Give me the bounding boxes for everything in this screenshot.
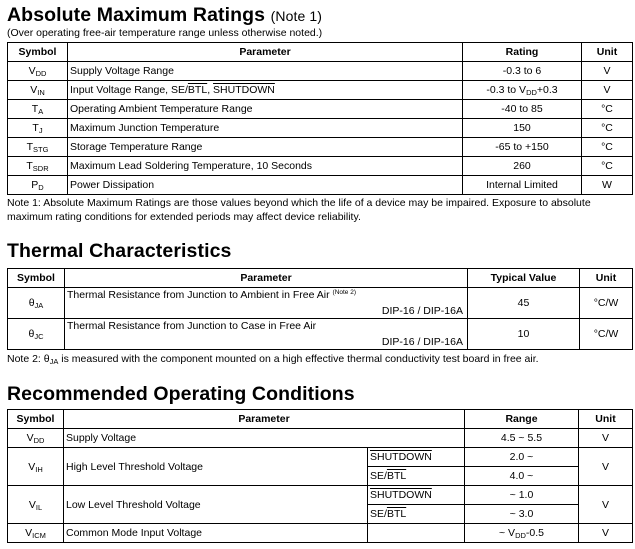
condition-cell — [368, 467, 465, 486]
symbol-letter: V — [30, 84, 38, 96]
col-header-symbol: Symbol — [8, 43, 68, 62]
thermal-header-row — [8, 269, 633, 288]
col-header-parameter: Parameter — [68, 43, 463, 62]
col-header-range: Range — [465, 410, 579, 429]
rating-cell — [463, 81, 582, 100]
package-label: DIP-16 / DIP-16A — [381, 336, 463, 348]
abs-max-table — [7, 42, 633, 195]
condition-cell — [368, 448, 465, 467]
parameter-cell — [65, 288, 468, 319]
range-subscript: DD — [515, 531, 526, 540]
parameter-text: Input Voltage Range, SE/ — [70, 84, 188, 96]
symbol-subscript: IH — [35, 464, 43, 474]
symbol-subscript: SDR — [32, 164, 49, 173]
table-row — [8, 81, 633, 100]
parameter-separator: , — [207, 84, 214, 96]
rating-cell: -65 to +150 — [463, 138, 582, 157]
rating-text: -0.3 to V — [486, 84, 527, 96]
symbol-cell — [8, 157, 68, 176]
thermal-table — [7, 268, 633, 350]
symbol-cell — [8, 319, 65, 350]
table-row — [8, 62, 633, 81]
symbol-subscript: DD — [33, 436, 45, 445]
symbol-cell — [8, 448, 64, 486]
value-cell: 45 — [468, 288, 580, 319]
abs-max-title — [7, 4, 322, 27]
parameter-cell: Storage Temperature Range — [68, 138, 463, 157]
col-header-rating: Rating — [463, 43, 582, 62]
symbol-subscript: JA — [34, 301, 44, 310]
package-label: DIP-16 / DIP-16A — [381, 305, 463, 317]
table-row — [8, 319, 633, 350]
col-header-parameter: Parameter — [64, 410, 465, 429]
note-subscript: JA — [49, 357, 59, 366]
unit-cell: V — [582, 62, 633, 81]
note-text: is measured with the component mounted on a high effective thermal conductivity test board in free air. — [58, 353, 539, 365]
table-row — [8, 448, 633, 467]
symbol-cell — [8, 62, 68, 81]
overline-text: $\overline{BTL}$ — [386, 508, 407, 520]
parameter-cell: Operating Ambient Temperature Range — [68, 100, 463, 119]
value-cell: 10 — [468, 319, 580, 350]
parameter-cell — [65, 319, 468, 350]
col-header-parameter: Parameter — [65, 269, 468, 288]
range-text: -0.5 — [525, 527, 544, 539]
rec-table — [7, 409, 633, 543]
symbol-letter: V — [28, 65, 36, 77]
rating-text: +0.3 — [536, 84, 558, 96]
unit-cell: °C — [582, 138, 633, 157]
condition-text: SHUTDOWN — [370, 489, 432, 501]
parameter-text: Thermal Resistance from Junction to Case in Free Air — [67, 320, 317, 332]
unit-cell: W — [582, 176, 633, 195]
symbol-subscript: STG — [33, 145, 49, 154]
parameter-cell: Maximum Junction Temperature — [68, 119, 463, 138]
abs-max-title-note: (Note 1) — [270, 8, 323, 24]
col-header-typical-value: Typical Value — [468, 269, 580, 288]
unit-cell: °C — [582, 157, 633, 176]
overline-text: $\overline{BTL}$ — [187, 84, 208, 96]
symbol-letter: P — [31, 179, 39, 191]
rating-cell: Internal Limited — [463, 176, 582, 195]
range-cell: 4.5 ~ 5.5 — [465, 429, 579, 448]
unit-cell: °C — [582, 100, 633, 119]
unit-cell: V — [579, 429, 633, 448]
table-row — [8, 100, 633, 119]
parameter-cell: Maximum Lead Soldering Temperature, 10 Seconds — [68, 157, 463, 176]
symbol-letter: V — [25, 527, 33, 539]
range-cell: ~ 3.0 — [465, 505, 579, 524]
table-row — [8, 288, 633, 319]
abs-max-note: Note 1: Absolute Maximum Ratings are those values beyond which the life of a device may be impaired. Exposure to absolute maximum rating conditions for extended periods may affect device reliability. — [7, 197, 591, 223]
parameter-cell: Power Dissipation — [68, 176, 463, 195]
symbol-cell — [8, 288, 65, 319]
parameter-cell: Supply Voltage Range — [68, 62, 463, 81]
condition-cell — [368, 505, 465, 524]
table-row — [8, 176, 633, 195]
symbol-cell — [8, 119, 68, 138]
range-text: ~ V — [499, 527, 516, 539]
abs-max-subtitle: (Over operating free-air temperature range unless otherwise noted.) — [7, 27, 323, 39]
abs-max-title-text: Absolute Maximum Ratings — [7, 4, 266, 26]
symbol-cell — [8, 524, 64, 543]
thermal-section — [7, 240, 231, 262]
col-header-symbol: Symbol — [8, 410, 64, 429]
parameter-cell: High Level Threshold Voltage — [64, 448, 368, 486]
parameter-cell: Supply Voltage — [64, 429, 465, 448]
symbol-letter: T — [31, 103, 39, 115]
note-reference: (Note 2) — [332, 289, 357, 296]
rating-cell: 150 — [463, 119, 582, 138]
symbol-subscript: JC — [34, 332, 44, 341]
unit-cell: V — [579, 486, 633, 524]
symbol-cell — [8, 81, 68, 100]
unit-cell: V — [582, 81, 633, 100]
overline-text: $\overline{BTL}$ — [386, 470, 407, 482]
symbol-subscript: D — [38, 183, 44, 192]
unit-cell: °C/W — [580, 288, 633, 319]
symbol-letter: V — [28, 498, 36, 511]
range-cell — [465, 524, 579, 543]
rec-header-row — [8, 410, 633, 429]
symbol-subscript: DD — [35, 69, 47, 78]
symbol-cell — [8, 176, 68, 195]
symbol-subscript: J — [38, 126, 43, 135]
symbol-letter: θ — [28, 328, 35, 340]
table-row — [8, 119, 633, 138]
table-row — [8, 138, 633, 157]
unit-cell: °C/W — [580, 319, 633, 350]
col-header-symbol: Symbol — [8, 269, 65, 288]
table-row — [8, 157, 633, 176]
condition-text: SE/ — [370, 508, 387, 520]
parameter-cell: Common Mode Input Voltage — [64, 524, 368, 543]
col-header-unit: Unit — [582, 43, 633, 62]
rec-title: Recommended Operating Conditions — [7, 383, 355, 405]
condition-cell — [368, 524, 465, 543]
table-row — [8, 524, 633, 543]
parameter-cell — [68, 81, 463, 100]
symbol-letter: T — [32, 122, 39, 134]
symbol-cell — [8, 100, 68, 119]
symbol-letter: T — [26, 141, 33, 153]
rating-subscript: DD — [526, 88, 537, 97]
col-header-unit: Unit — [579, 410, 633, 429]
range-cell: 4.0 ~ — [465, 467, 579, 486]
symbol-subscript: ICM — [32, 531, 46, 540]
symbol-cell — [8, 429, 64, 448]
symbol-subscript: IL — [35, 502, 43, 512]
symbol-cell — [8, 138, 68, 157]
unit-cell: V — [579, 448, 633, 486]
thermal-note — [7, 352, 632, 366]
symbol-cell — [8, 486, 64, 524]
condition-text: SHUTDOWN — [370, 451, 432, 463]
symbol-letter: θ — [28, 297, 35, 309]
condition-text: SE/ — [370, 470, 387, 482]
symbol-subscript: IN — [37, 88, 45, 97]
symbol-letter: T — [26, 160, 33, 172]
symbol-letter: V — [26, 432, 34, 444]
rec-section — [7, 383, 355, 405]
abs-max-header-row — [8, 43, 633, 62]
rating-cell: -0.3 to 6 — [463, 62, 582, 81]
unit-cell: °C — [582, 119, 633, 138]
parameter-cell: Low Level Threshold Voltage — [64, 486, 368, 524]
rating-cell: -40 to 85 — [463, 100, 582, 119]
thermal-title: Thermal Characteristics — [7, 240, 232, 262]
table-row — [8, 429, 633, 448]
table-row — [8, 486, 633, 505]
rating-cell: 260 — [463, 157, 582, 176]
unit-cell: V — [579, 524, 633, 543]
note-text: Note 2: θ — [7, 353, 50, 365]
symbol-subscript: A — [38, 107, 44, 116]
abs-max-section — [7, 4, 322, 40]
condition-cell — [368, 486, 465, 505]
symbol-letter: V — [28, 460, 36, 473]
range-cell: ~ 1.0 — [465, 486, 579, 505]
col-header-unit: Unit — [580, 269, 633, 288]
range-cell: 2.0 ~ — [465, 448, 579, 467]
overline-text: SHUTDOWN — [213, 84, 275, 96]
parameter-text: Thermal Resistance from Junction to Ambient in Free Air — [67, 289, 330, 301]
